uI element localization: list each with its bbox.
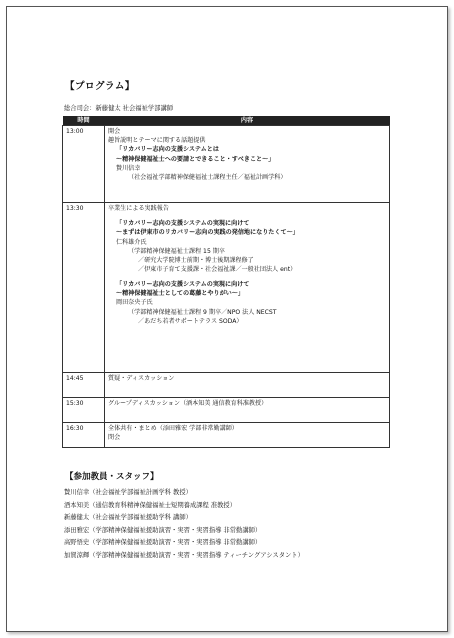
row-content <box>105 373 390 398</box>
row-content <box>105 203 390 373</box>
talk-subtitle: ～精神保健福祉士への要請とできること・すべきこと～」 <box>116 155 275 163</box>
talk-title: 「リカバリー志向の支援システムの実現に向けて <box>116 220 250 228</box>
row-content <box>105 126 390 203</box>
staff-item: 新藤健太（社会福祉学部福祉援助学科 講師） <box>64 514 192 522</box>
row-time: 15:30 <box>63 398 105 423</box>
speaker-name: 岡田奈央子氏 <box>116 299 153 307</box>
content-line: 質疑・ディスカッション <box>108 375 175 383</box>
row-time: 14:45 <box>63 373 105 398</box>
staff-item: 添田雅宏（学部精神保健福祉援助演習・実習・実習指導 非常勤講師） <box>64 526 262 534</box>
speaker-affiliation: （学部精神保健福祉士課程 9 期卒／NPO 法人 NECST <box>128 308 277 316</box>
table-row <box>63 423 390 448</box>
table-row <box>63 398 390 423</box>
content-line: 閉会 <box>108 434 121 442</box>
row-time: 16:30 <box>63 423 105 448</box>
row-time: 13:00 <box>63 126 105 203</box>
row-content <box>105 398 390 423</box>
speaker-affiliation: ／研究大学院博士前期・博士後期課程修了 <box>138 256 254 264</box>
talk-subtitle: ～まずは伊東市のリカバリー志向の実践の発信地になりたくて～」 <box>116 229 299 237</box>
content-line: 開会 <box>108 128 121 136</box>
speaker-name: 仁科雄介氏 <box>116 238 147 246</box>
speaker-affiliation: （学部精神保健福祉士課程 15 期卒 <box>128 247 225 255</box>
row-content <box>105 423 390 448</box>
speaker-affiliation: ／伊東市子育て支援課・社会福祉課／一般社団法人 ent） <box>138 265 297 273</box>
speaker-name: 贄川信幸 <box>116 164 141 172</box>
program-table <box>62 116 390 448</box>
talk-title: 「リカバリー志向の支援システムの実現に向けて <box>116 281 250 289</box>
talk-subtitle: ～精神保健福祉士としての葛藤とやりがい～」 <box>116 290 244 298</box>
staff-item: 高野悟史（学部精神保健福祉援助演習・実習・実習指導 非常勤講師） <box>64 539 262 547</box>
content-line: グループディスカッション（酒本知美 通信教育科准教授） <box>108 400 268 408</box>
staff-item: 贄川信幸（社会福祉学部福祉計画学科 教授） <box>64 489 192 496</box>
speaker-affiliation: ／あだち若者サポートテラス SODA） <box>138 317 243 325</box>
table-row <box>63 373 390 398</box>
moderator-line: 総合司会：新藤健太 社会福祉学部講師 <box>64 105 174 112</box>
content-line: 趣旨説明とテーマに関する話題提供 <box>108 137 206 145</box>
header-time: 時間 <box>63 116 105 126</box>
row-time: 13:30 <box>63 203 105 373</box>
content-line: 卒業生による実践報告 <box>108 205 169 213</box>
staff-item: 酒本知美（通信教育科精神保健福祉士短期養成課程 准教授） <box>64 501 237 509</box>
staff-list <box>64 487 304 563</box>
table-header-row <box>63 116 390 126</box>
table-row <box>63 126 390 203</box>
table-row <box>63 203 390 373</box>
talk-title: 「リカバリー志向の支援システムとは <box>116 146 219 154</box>
program-heading: 【プログラム】 <box>65 81 135 92</box>
staff-item: 加賀涼輝（学部精神保健福祉援助演習・実習・実習指導 ティーチングアシスタント） <box>64 551 304 559</box>
speaker-affiliation: （社会福祉学部精神保健福祉士課程主任／福祉計画学科） <box>128 173 287 181</box>
header-content: 内容 <box>105 116 390 126</box>
content-line: 全体共有・まとめ（添田雅宏 学部非常勤講師） <box>108 425 238 433</box>
staff-heading: 【参加教員・スタッフ】 <box>65 472 159 482</box>
